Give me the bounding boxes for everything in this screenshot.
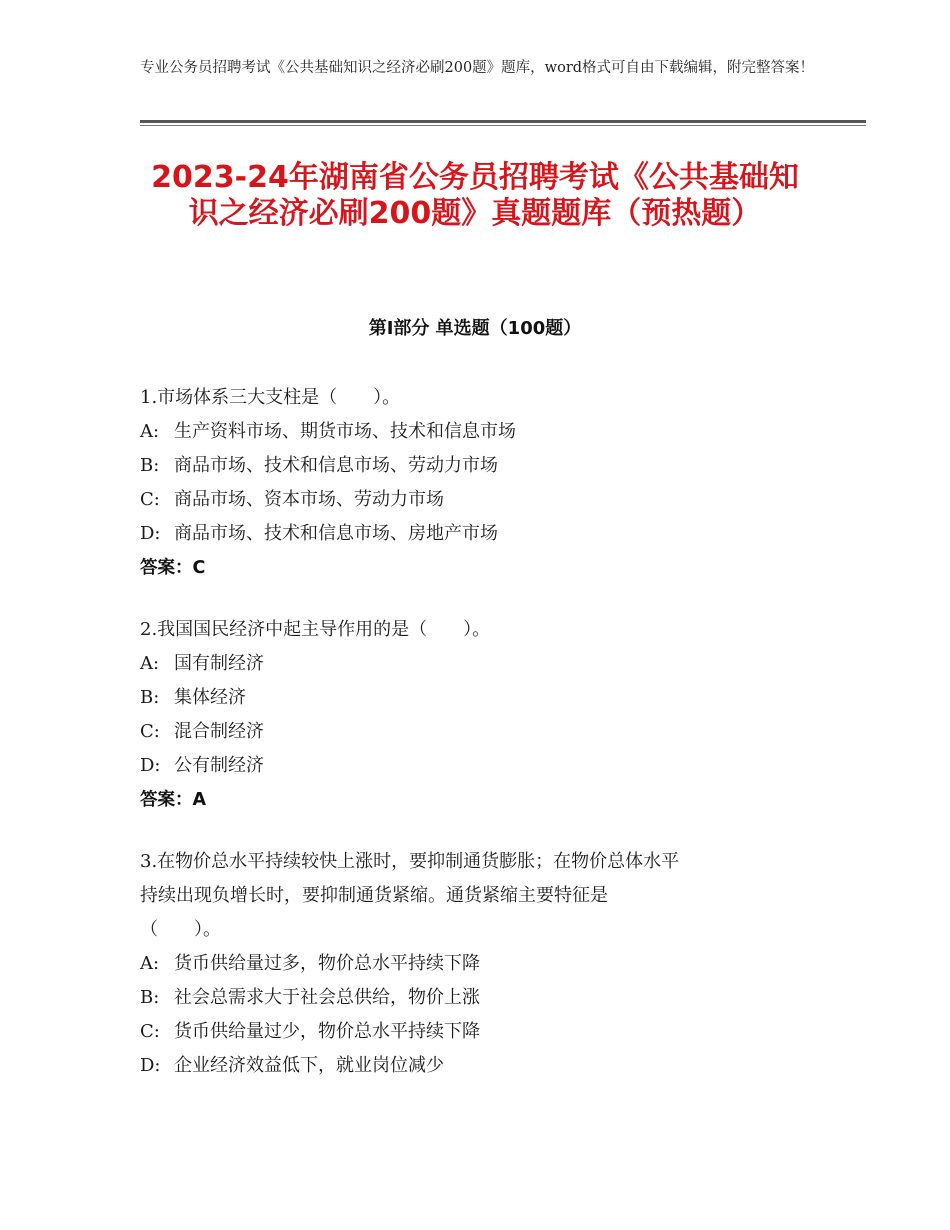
option-text: 公有制经济	[174, 755, 264, 776]
option-text: 生产资料市场、期货市场、技术和信息市场	[174, 421, 516, 442]
option-key: C:	[140, 1021, 160, 1042]
option-text: 商品市场、技术和信息市场、房地产市场	[174, 523, 498, 544]
answer-option	[140, 681, 820, 715]
option-key: C:	[140, 489, 160, 510]
option-key: A:	[140, 421, 160, 442]
header-note: 专业公务员招聘考试《公共基础知识之经济必刷200题》题库，word格式可自由下载编辑，附完整答案！	[140, 60, 815, 76]
answer-option	[140, 1015, 820, 1049]
option-text: 商品市场、资本市场、劳动力市场	[174, 489, 444, 510]
question-stem: 持续出现负增长时，要抑制通货紧缩。通货紧缩主要特征是	[140, 885, 608, 906]
option-text: 企业经济效益低下，就业岗位减少	[174, 1055, 444, 1076]
answer-option	[140, 449, 820, 483]
question-block	[140, 613, 820, 817]
answer-option	[140, 1049, 820, 1083]
answer-option	[140, 647, 820, 681]
question-block	[140, 845, 820, 1083]
option-text: 社会总需求大于社会总供给，物价上涨	[174, 987, 480, 1008]
question-stem: 2.我国国民经济中起主导作用的是（ ）。	[140, 619, 491, 640]
option-key: B:	[140, 687, 160, 708]
question-stem: 3.在物价总水平持续较快上涨时，要抑制通货膨胀；在物价总体水平	[140, 851, 680, 872]
option-key: A:	[140, 953, 160, 974]
question-list	[140, 381, 820, 1111]
option-text: 货币供给量过多，物价总水平持续下降	[174, 953, 480, 974]
header-rule-thin	[140, 125, 866, 126]
answer-line: 答案：A	[140, 790, 207, 810]
section-title: 第Ⅰ部分 单选题（100题）	[368, 318, 582, 339]
header-rule-thick	[140, 120, 866, 123]
option-text: 货币供给量过少，物价总水平持续下降	[174, 1021, 480, 1042]
option-key: D:	[140, 523, 161, 544]
document-title: 2023-24年湖南省公务员招聘考试《公共基础知识之经济必刷200题》真题题库（预热题）	[151, 160, 799, 231]
option-text: 集体经济	[174, 687, 246, 708]
option-text: 商品市场、技术和信息市场、劳动力市场	[174, 455, 498, 476]
option-key: A:	[140, 653, 160, 674]
answer-option	[140, 715, 820, 749]
answer-option	[140, 947, 820, 981]
question-block	[140, 381, 820, 585]
option-text: 混合制经济	[174, 721, 264, 742]
option-text: 国有制经济	[174, 653, 264, 674]
answer-option	[140, 749, 820, 783]
option-key: D:	[140, 755, 161, 776]
answer-option	[140, 981, 820, 1015]
option-key: C:	[140, 721, 160, 742]
option-key: B:	[140, 987, 160, 1008]
answer-option	[140, 517, 820, 551]
answer-option	[140, 483, 820, 517]
question-stem: 1.市场体系三大支柱是（ ）。	[140, 387, 401, 408]
question-stem: （ ）。	[140, 919, 221, 940]
answer-option	[140, 415, 820, 449]
option-key: B:	[140, 455, 160, 476]
answer-line: 答案：C	[140, 558, 206, 578]
option-key: D:	[140, 1055, 161, 1076]
